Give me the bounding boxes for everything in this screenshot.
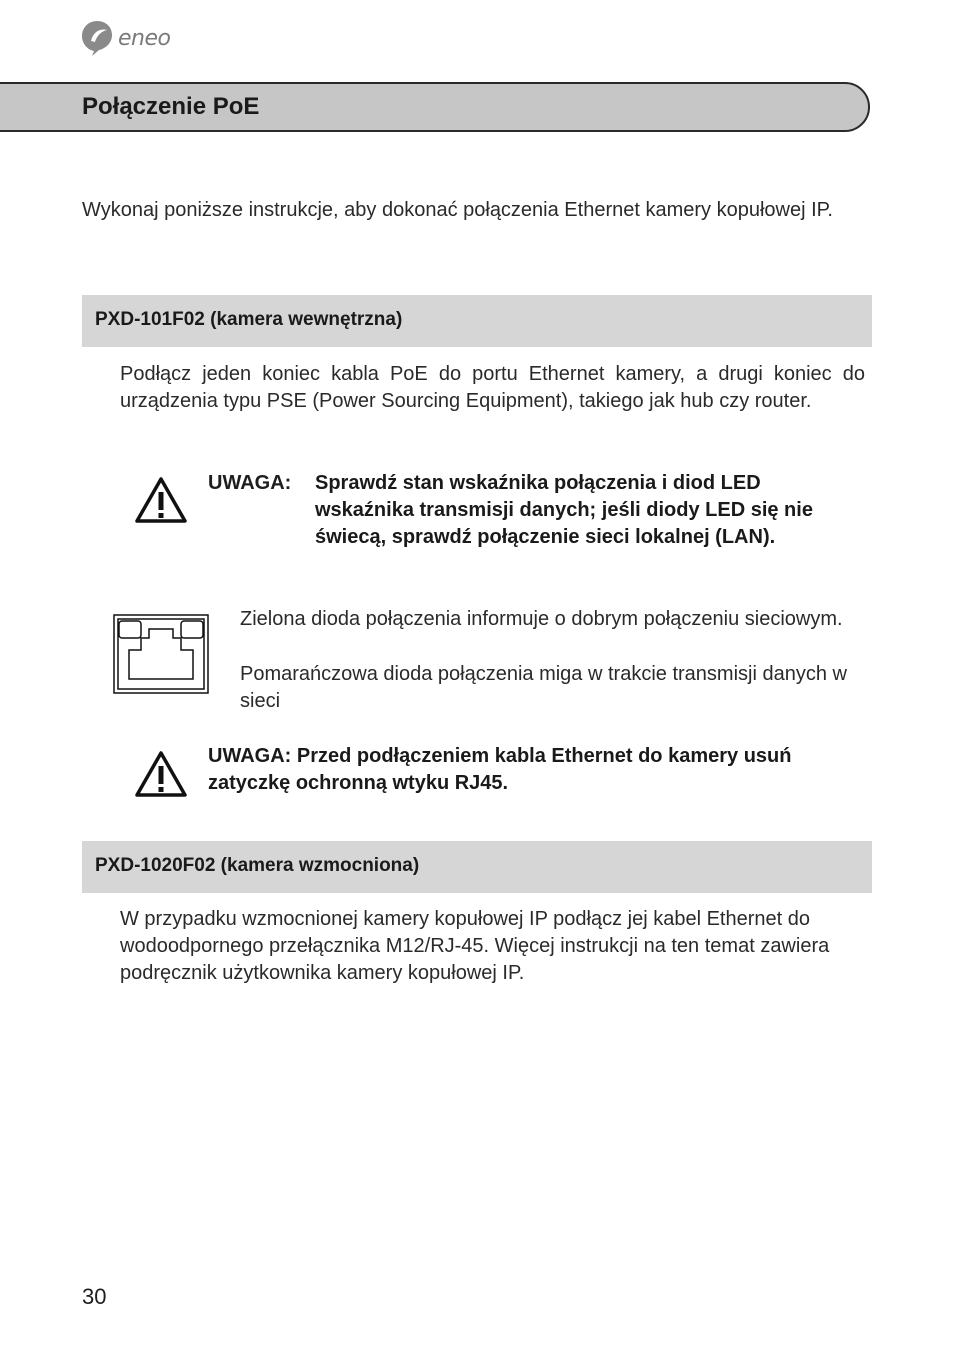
- warning-triangle-icon: [134, 476, 188, 524]
- intro-paragraph: Wykonaj poniższe instrukcje, aby dokonać połączenia Ethernet kamery kopułowej IP.: [82, 199, 833, 221]
- section-title-rugged: PXD-1020F02 (kamera wzmocniona): [95, 855, 420, 876]
- eneo-logo-icon: [80, 19, 114, 57]
- page-title: Połączenie PoE: [82, 93, 260, 120]
- section-rugged-body: W przypadku wzmocnionej kamery kopułowej IP podłącz jej kabel Ethernet do wodoodpornego przełącznika M12/RJ-45. Więcej instrukcji na ten temat zawiera podręcznik użytkownika kamery kopułowej IP.: [120, 908, 830, 984]
- warning-triangle-icon: [134, 750, 188, 798]
- section-title-indoor: PXD-101F02 (kamera wewnętrzna): [95, 309, 403, 330]
- warning-label: UWAGA:: [208, 472, 292, 494]
- led-orange-description: Pomarańczowa dioda połączenia miga w trakcie transmisji danych w sieci: [240, 663, 847, 712]
- warning-text-rj45: UWAGA: Przed podłączeniem kabla Ethernet do kamery usuń zatyczkę ochronną wtyku RJ45.: [208, 745, 792, 794]
- warning-text-led: Sprawdź stan wskaźnika połączenia i diod LED wskaźnika transmisji danych; jeśli diody LED się nie świecą, sprawdź połączenie sieci lokalnej (LAN).: [315, 472, 813, 548]
- logo-text: eneo: [118, 25, 171, 51]
- led-green-description: Zielona dioda połączenia informuje o dobrym połączeniu sieciowym.: [240, 608, 843, 630]
- brand-logo: [80, 18, 170, 58]
- page-number: 30: [82, 1284, 107, 1309]
- rj45-port-icon: [113, 614, 209, 694]
- section-indoor-body: Podłącz jeden koniec kabla PoE do portu Ethernet kamery, a drugi koniec do urządzenia typu PSE (Power Sourcing Equipment), takiego jak hub czy router.: [120, 363, 865, 412]
